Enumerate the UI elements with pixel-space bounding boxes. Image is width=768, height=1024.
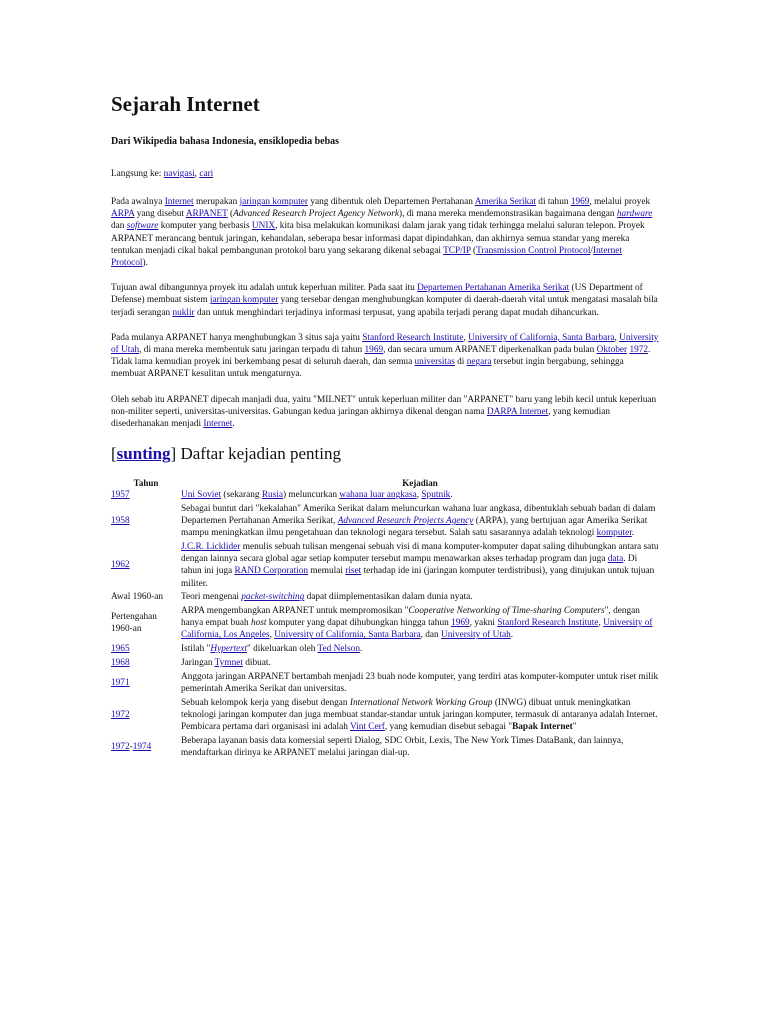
link-utah[interactable]: University of Utah [441,630,511,641]
table-row: 1962 J.C.R. Licklider menulis sebuah tulisan mengenai sebuah visi di mana komputer-komputer dapat saling dihubungkan antara satu dengan lainnya secara global agar setiap komputer tersebut mampu menawarkan akses terhadap program dan juga data. Di tahun ini juga RAND Corporation memulai riset terhadap ide ini (jaringan komputer terdistribusi), yang ditujukan untuk tujuan militer. [111,542,659,589]
link-ucla[interactable]: University of California, Los Angeles [181,618,653,641]
link-jaringan-komputer[interactable]: jaringan komputer [239,197,308,207]
year-link[interactable]: 1971 [111,677,130,688]
link-data[interactable]: data [607,554,624,565]
paragraph-early-arpanet: Pada mulanya ARPANET hanya menghubungkan 3 situs saja yaitu Stanford Research Institute, University of California, Santa Barbara, University of Utah, di mana mereka membentuk satu jaringan terpadu di tahun 1969, dan secara umum ARPANET diperkenalkan pada bulan Oktober 1972. Tidak lama kemudian proyek ini berkembang pesat di seluruh daerah, dan semua universitas di negara tersebut ingin bergabung, sehingga membuat ARPANET kesulitan untuk mengaturnya. [111,332,659,380]
link-utah[interactable]: University of Utah [111,332,659,356]
year-link[interactable]: 1965 [111,644,130,655]
link-darpa-internet[interactable]: DARPA Internet [486,406,549,417]
link-hardware[interactable]: hardware [616,209,653,220]
link-rand[interactable]: RAND Corporation [234,566,309,577]
table-header-row [111,478,659,489]
link-uni-soviet[interactable]: Uni Soviet [181,490,222,501]
paragraph-purpose: Tujuan awal dibangunnya proyek itu adalah untuk keperluan militer. Pada saat itu Departemen Pertahanan Amerika Serikat (US Department of Defense) membuat sistem jaringan komputer yang tersebar dengan menghubungkan komputer di daerah-daerah vital untuk mengatasi masalah bila terjadi serangan nuklir dan untuk menghindari terjadinya informasi terpusat, yang apabila terjadi perang dapat mudah dihancurkan. [111,283,658,318]
jump-search-link[interactable]: cari [199,169,214,179]
table-row: Pertengahan 1960-an ARPA mengembangkan ARPANET untuk mempromosikan "Cooperative Networking of Time-sharing Computers", dengan hanya empat buah host komputer yang dapat dihubungkan hingga tahun 1969, yakni Stanford Research Institute, University of California, Los Angeles, University of California, Santa Barbara, dan University of Utah. [111,605,659,643]
link-nuklir[interactable]: nuklir [172,307,195,318]
table-row: 1968 Jaringan Tymnet dibuat. [111,657,271,668]
link-vint-cerf[interactable]: Vint Cerf [350,721,385,732]
jump-label: Langsung ke: [111,169,164,179]
site-subtitle: Dari Wikipedia bahasa Indonesia, ensiklopedia bebas [111,136,340,147]
link-jaringan-komputer[interactable]: jaringan komputer [209,295,279,306]
section-title: Daftar kejadian penting [180,444,341,464]
link-negara[interactable]: negara [466,357,492,368]
link-licklider[interactable]: J.C.R. Licklider [181,542,241,553]
year-link[interactable]: 1972 [111,709,130,720]
paragraph-intro: Pada awalnya Internet merupakan jaringan komputer yang dibentuk oleh Departemen Pertahanan Amerika Serikat di tahun 1969, melalui proyek ARPA yang disebut ARPANET (Advanced Research Project Agency Network), di mana mereka mendemonstrasikan bagaimana dengan hardware dan software komputer yang berbasis UNIX, kita bisa melakukan komunikasi dalam jarak yang tidak terhingga melalui saluran telepon. Proyek ARPANET merancang bentuk jaringan, kehandalan, seberapa besar informasi dapat dipindahkan, dan akhirnya semua standar yang mereka tentukan menjadi cikal bakal pembangunan protokol baru yang sekarang dikenal sebagai TCP/IP (Transmission Control Protocol/Internet Protocol). [111,197,653,269]
link-1972[interactable]: 1972 [629,345,649,356]
link-universitas[interactable]: universitas [414,357,455,368]
link-stanford[interactable]: Stanford Research Institute [497,618,599,629]
link-amerika-serikat[interactable]: Amerika Serikat [474,197,536,207]
link-arpa[interactable]: ARPA [111,209,135,220]
section-heading: [sunting] Daftar kejadian penting [111,444,341,464]
year-link[interactable]: 1968 [111,657,130,668]
year-text: Awal 1960-an [111,592,164,603]
year-link[interactable]: 1962 [111,560,130,571]
link-stanford[interactable]: Stanford Research Institute [362,332,464,343]
link-ted-nelson[interactable]: Ted Nelson [317,644,360,655]
article [111,88,659,761]
jump-links: Langsung ke: navigasi, cari [111,169,214,179]
year-link[interactable]: 1957 [111,490,130,501]
link-arpa-agency[interactable]: Advanced Research Projects Agency [337,516,474,527]
year-link[interactable]: 1974 [132,741,152,752]
link-riset[interactable]: riset [345,566,362,577]
year-link[interactable]: 1958 [111,516,130,527]
link-internet-protocol[interactable]: Internet Protocol [111,245,622,269]
paragraph-split: Oleh sebab itu ARPANET dipecah manjadi dua, yaitu "MILNET" untuk keperluan militer dan "ARPANET" baru yang lebih kecil untuk keperluan non-militer seperti, universitas-universitas. Gabungan kedua jaringan akhirnya dikenal dengan nama DARPA Internet, yang kemudian disederhanakan menjadi Internet. [111,394,657,430]
link-1969[interactable]: 1969 [451,618,470,629]
link-oktober[interactable]: Oktober [596,345,628,356]
link-tymnet[interactable]: Tymnet [214,657,243,668]
link-software[interactable]: software [126,221,159,232]
table-row: 1971 Anggota jaringan ARPANET bertambah menjadi 23 buah node komputer, yang terdiri atas komputer-komputer untuk riset milik pemerintah Amerika Serikat dan universitas. [111,671,659,694]
year-text: Pertengahan 1960-an [111,612,157,635]
page-title: Sejarah Internet [111,92,260,116]
link-tcp-ip[interactable]: TCP/IP [443,245,471,256]
column-header-year: Tahun [133,478,159,489]
link-ucsb[interactable]: University of California, Santa Barbara [274,630,421,641]
link-arpanet[interactable]: ARPANET [185,209,228,220]
table-row: Awal 1960-an Teori mengenai packet-switching dapat diimplementasikan dalam dunia nyata. [111,591,659,605]
link-transmission-control-protocol[interactable]: Transmission Control Protocol [476,245,591,256]
link-komputer[interactable]: komputer [596,528,632,539]
link-internet[interactable]: Internet [164,197,194,207]
table-row: 1957 Uni Soviet (sekarang Rusia) meluncurkan wahana luar angkasa, Sputnik. [111,490,453,501]
link-hypertext[interactable]: Hypertext [210,644,248,655]
edit-section-link[interactable]: sunting [116,444,171,464]
jump-navigation-link[interactable]: navigasi [163,169,195,179]
link-rusia[interactable]: Rusia [261,490,284,501]
link-departemen-pertahanan[interactable]: Departemen Pertahanan Amerika Serikat [417,283,570,294]
link-packet-switching[interactable]: packet-switching [241,592,305,603]
link-sputnik[interactable]: Sputnik [421,490,451,501]
table-row: 1972 Sebuah kelompok kerja yang disebut dengan International Network Working Group (INWG) dibuat untuk meningkatkan teknologi jaringan komputer dan juga membuat standar-standar untuk jaringan komputer, termasuk di antaranya adalah Internet. Pembicara pertama dari organisasi ini adalah Vint Cerf, yang kemudian disebut sebagai "Bapak Internet" [111,697,658,732]
table-row: 1972-1974 Beberapa layanan basis data komersial seperti Dialog, SDC Orbit, Lexis, The New York Times DataBank, dan lainnya, mendaftarkan dirinya ke ARPANET melalui jaringan dial-up. [111,735,624,758]
link-1969[interactable]: 1969 [570,197,590,207]
link-internet[interactable]: Internet [203,419,233,430]
link-wahana-luar-angkasa[interactable]: wahana luar angkasa [339,490,417,501]
column-header-event: Kejadian [402,478,438,489]
link-1969[interactable]: 1969 [364,345,384,356]
link-unix[interactable]: UNIX [251,221,276,232]
table-row: 1965 Istilah "Hypertext" dikeluarkan oleh Ted Nelson. [111,644,363,655]
table-row: 1958 Sebagai buntut dari "kekalahan" Amerika Serikat dalam meluncurkan wahana luar angkasa, dibentuklah sebuah badan di dalam Departemen Pertahanan Amerika Serikat, Advanced Research Projects Agency (ARPA), yang bertujuan agar Amerika Serikat mampu meningkatkan ilmu pengetahuan dan teknologi negara tersebut. Salah satu sasarannya adalah teknologi komputer. [111,503,656,539]
link-ucsb[interactable]: University of California, Santa Barbara [468,332,615,343]
year-link[interactable]: 1972 [111,741,130,752]
timeline-table [111,478,659,760]
